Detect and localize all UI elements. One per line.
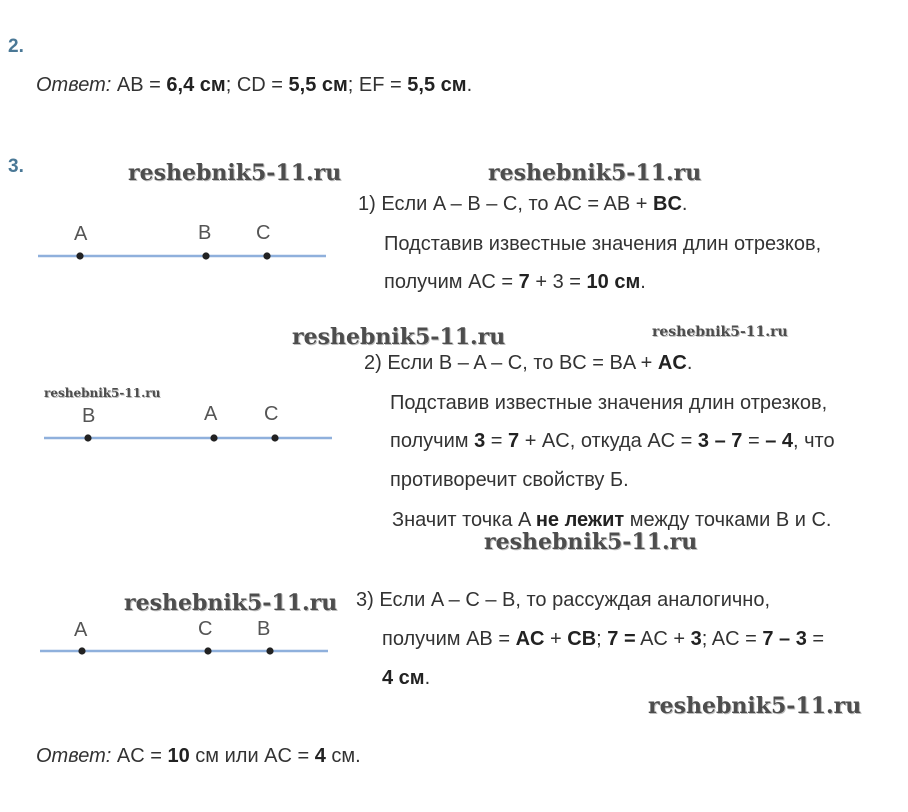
- case-2-line-5: Значит точка A не лежит между точками B и C.: [392, 509, 832, 531]
- case-3-line-1: 3) Если A – C – B, то рассуждая аналогично,: [356, 589, 771, 611]
- problem-2-answer: Ответ: AB = 6,4 см; CD = 5,5 см; EF = 5,5 см.: [36, 74, 473, 96]
- point-dot: [84, 434, 91, 441]
- segment-diagram-3: [38, 615, 330, 661]
- case-1-line-3: получим AC = 7 + 3 = 10 см.: [384, 271, 646, 293]
- problem-3-number: 3.: [8, 156, 24, 177]
- point-dot: [78, 647, 85, 654]
- case-2-line-4: противоречит свойству Б.: [390, 469, 629, 491]
- watermark: reshebnik5-11.ru: [124, 590, 338, 616]
- watermark: reshebnik5-11.ru: [44, 386, 161, 400]
- segment-cd: CD: [236, 74, 266, 96]
- case-1-line-1: 1) Если A – B – C, то AC = AB + BC.: [358, 193, 688, 215]
- point-dot: [202, 252, 209, 259]
- case-3-line-2: получим AB = AC + CB; 7 = AC + 3; AC = 7 – 3 =: [382, 628, 825, 650]
- point-label: C: [256, 222, 271, 244]
- point-label: C: [264, 403, 279, 425]
- segment-cd-value: 5,5 см: [288, 74, 348, 96]
- case-1-line-2: Подставив известные значения длин отрезков,: [384, 233, 822, 255]
- segment-diagram-2: [42, 402, 334, 448]
- segment-ab: AB: [116, 74, 144, 96]
- point-label: A: [74, 223, 88, 245]
- segment-ef-value: 5,5 см: [407, 74, 467, 96]
- point-dot: [266, 647, 273, 654]
- case-2-line-3: получим 3 = 7 + AC, откуда AC = 3 – 7 = – 4, что: [390, 430, 835, 452]
- point-label: C: [198, 618, 213, 640]
- problem-3-answer: Ответ: AC = 10 см или AC = 4 см.: [36, 745, 361, 767]
- watermark: reshebnik5-11.ru: [488, 160, 702, 186]
- watermark: reshebnik5-11.ru: [484, 529, 698, 555]
- point-label: A: [74, 619, 88, 641]
- segment-diagram-1: [36, 220, 328, 266]
- point-label: B: [82, 405, 96, 427]
- watermark: reshebnik5-11.ru: [292, 324, 506, 350]
- watermark: reshebnik5-11.ru: [128, 160, 342, 186]
- case-3-line-3: 4 см.: [382, 667, 431, 689]
- watermark: reshebnik5-11.ru: [652, 324, 788, 340]
- segment-ef: EF: [358, 74, 385, 96]
- problem-2-number: 2.: [8, 36, 24, 57]
- answer-label: Ответ:: [36, 745, 112, 767]
- watermark: reshebnik5-11.ru: [648, 693, 862, 719]
- point-label: A: [204, 403, 218, 425]
- point-dot: [204, 647, 211, 654]
- case-2-line-1: 2) Если B – A – C, то BC = BA + AC.: [364, 352, 693, 374]
- case-2-line-2: Подставив известные значения длин отрезков,: [390, 392, 828, 414]
- segment-ab-value: 6,4 см: [166, 74, 226, 96]
- answer-label: Ответ:: [36, 74, 112, 96]
- point-dot: [210, 434, 217, 441]
- point-dot: [271, 434, 278, 441]
- point-dot: [263, 252, 270, 259]
- point-dot: [76, 252, 83, 259]
- point-label: B: [257, 618, 271, 640]
- point-label: B: [198, 222, 212, 244]
